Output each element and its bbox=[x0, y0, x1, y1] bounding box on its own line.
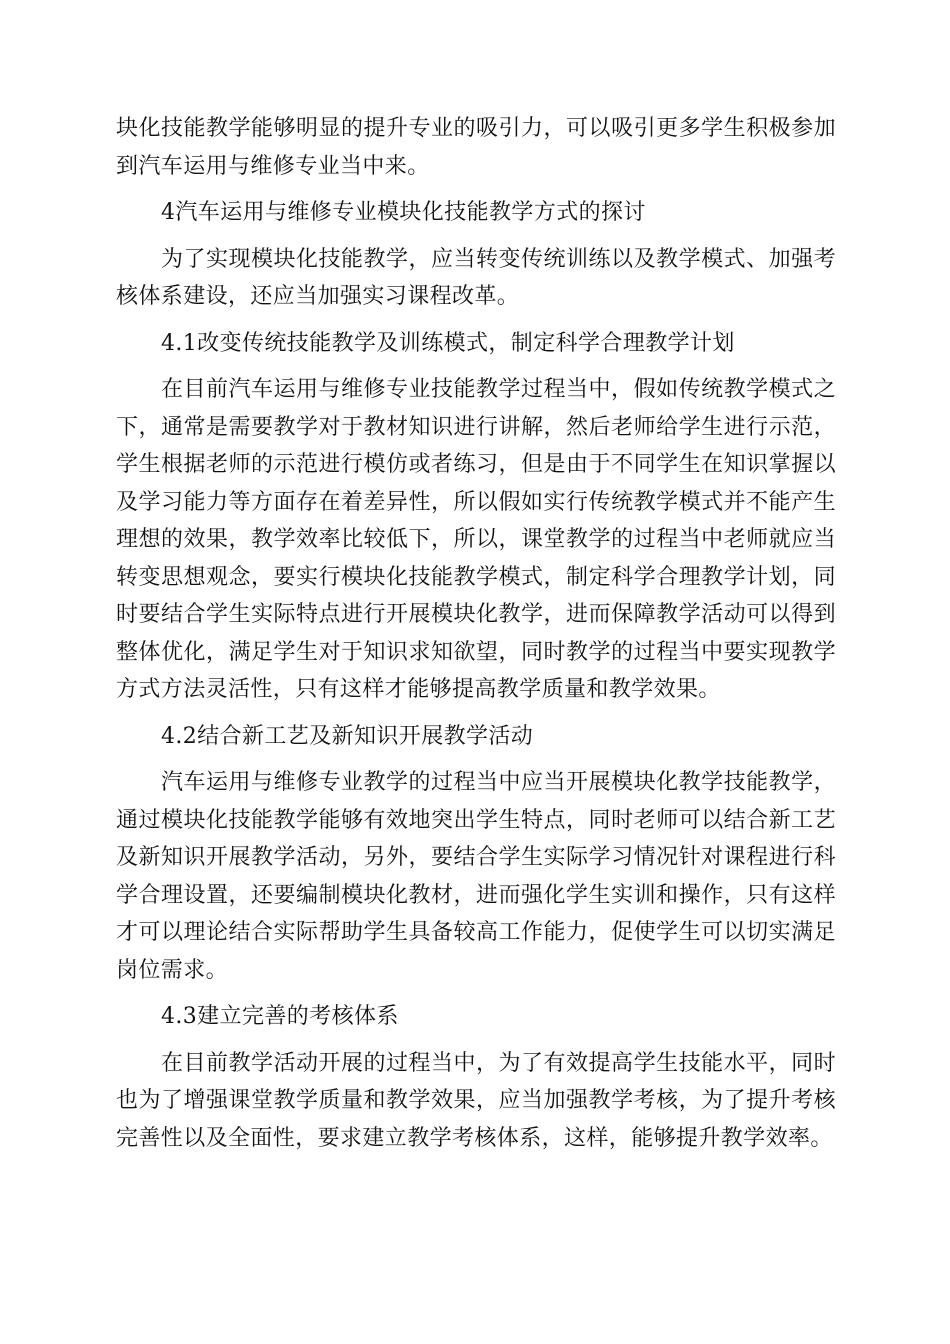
section-heading-4-1: 4.1改变传统技能教学及训练模式，制定科学合理教学计划 bbox=[161, 330, 735, 356]
section-heading-4: 4汽车运用与维修专业模块化技能教学方式的探讨 bbox=[161, 200, 646, 225]
paragraph-section-4-1: 在目前汽车运用与维修专业技能教学过程当中，假如传统教学模式之下，通常是需要教学对于教材知识进行讲解，然后老师给学生进行示范，学生根据老师的示范进行模仿或者练习，但是由于不同学生在知识掌握以及学习能力等方面存在着差异性，所以假如实行传统教学模式并不能产生理想的效果，教学效率比较低下，所以，课堂教学的过程当中老师就应当转变思想观念，要实行模块化技能教学模式，制定科学合理教学计划，同时要结合学生实际特点进行开展模块化教学，进而保障教学活动可以得到整体优化，满足学生对于知识求知欲望，同时教学的过程当中要实现教学方式方法灵活性，只有这样才能够提高教学质量和教学效果。 bbox=[116, 377, 836, 702]
section-heading-4-3: 4.3建立完善的考核体系 bbox=[161, 1004, 399, 1029]
paragraph-intro-continuation: 块化技能教学能够明显的提升专业的吸引力，可以吸引更多学生积极参加到汽车运用与维修专业当中来。 bbox=[116, 116, 836, 179]
paragraph-section-4-3: 在目前教学活动开展的过程当中，为了有效提高学生技能水平，同时也为了增强课堂教学质量和教学效果，应当加强教学考核，为了提升考核完善性以及全面性，要求建立教学考核体系，这样，能够提升教学效率。 bbox=[116, 1050, 836, 1151]
paragraph-section-4: 为了实现模块化技能教学，应当转变传统训练以及教学模式、加强考核体系建设，还应当加强实习课程改革。 bbox=[116, 246, 836, 309]
section-heading-4-2: 4.2结合新工艺及新知识开展教学活动 bbox=[161, 723, 534, 749]
paragraph-section-4-2: 汽车运用与维修专业教学的过程当中应当开展模块化教学技能教学，通过模块化技能教学能够有效地突出学生特点，同时老师可以结合新工艺及新知识开展教学活动，另外，要结合学生实际学习情况针对课程进行科学合理设置，还要编制模块化教材，进而强化学生实训和操作，只有这样才可以理论结合实际帮助学生具备较高工作能力，促使学生可以切实满足岗位需求。 bbox=[116, 770, 836, 983]
document-body bbox=[116, 110, 836, 1166]
